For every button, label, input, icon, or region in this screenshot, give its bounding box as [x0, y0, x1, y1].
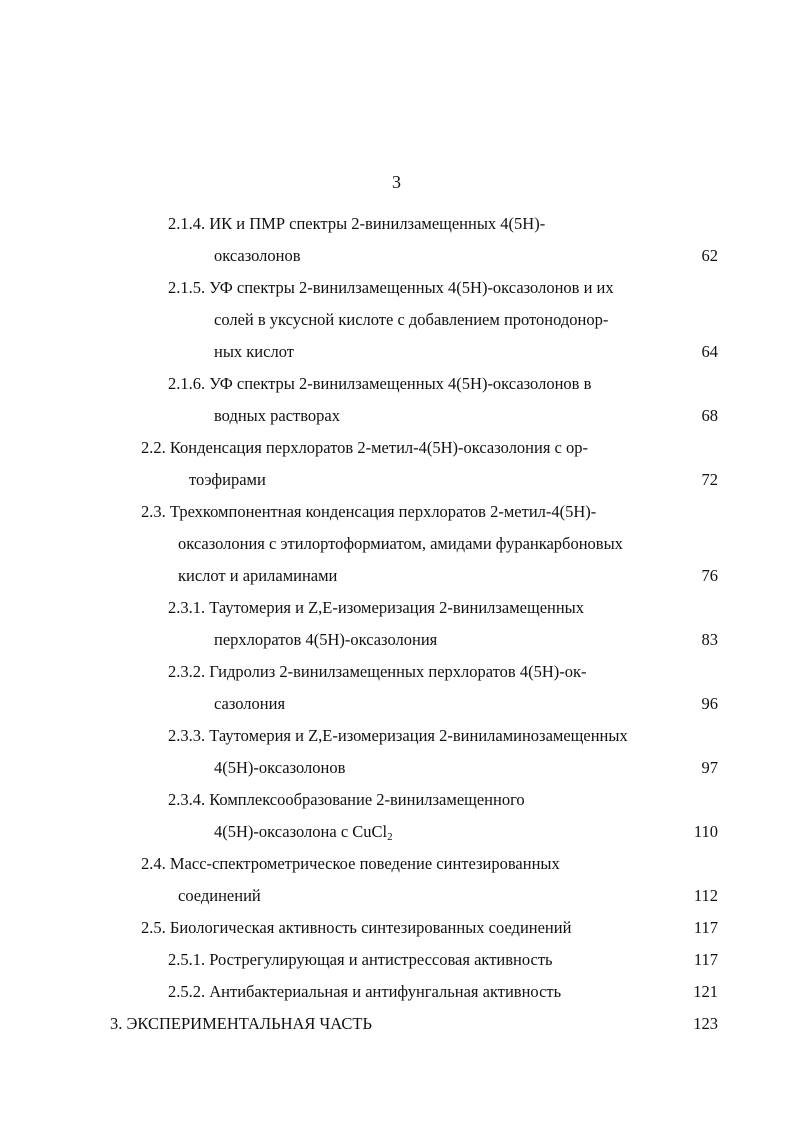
toc-entry-2-1-6-line-2: водных растворах: [214, 406, 340, 425]
toc-entry-2-3-4-page: 110: [693, 822, 718, 841]
toc-entry-2-3-line-3: кислот и ариламинами: [178, 566, 338, 585]
toc-entry-3-page: 123: [693, 1014, 718, 1033]
page-number: 3: [392, 172, 401, 192]
toc-entry-2-5-2-line-1: 2.5.2. Антибактериальная и антифунгальная активность: [168, 982, 562, 1001]
toc-entry-2-3-4-line-2-text: 4(5Н)-оксазолона с CuCl: [214, 822, 388, 841]
toc-entry-2-5-1-line-1: 2.5.1. Рострегулирующая и антистрессовая активность: [168, 950, 553, 969]
toc-entry-2-4-line-2: соединений: [178, 886, 261, 905]
toc-entry-2-5-2-page: 121: [693, 982, 718, 1001]
toc-entry-2-1-5-page: 64: [701, 342, 718, 361]
toc-entry-2-3-1-line-2: перхлоратов 4(5Н)-оксазолония: [214, 630, 438, 649]
toc-entry-2-3-2-page: 96: [701, 694, 718, 713]
toc-entry-2-1-4-line-2: оксазолонов: [214, 246, 301, 265]
toc-entry-2-2-line-2: тоэфирами: [189, 470, 266, 489]
toc-entry-2-3-4-line-1: 2.3.4. Комплексообразование 2-винилзамещенного: [168, 790, 525, 809]
toc-entry-2-1-5-line-1: 2.1.5. УФ спектры 2-винилзамещенных 4(5Н)-оксазолонов и их: [168, 278, 614, 297]
toc-entry-2-5-1-page: 117: [693, 950, 718, 969]
toc-entry-2-3-page: 76: [701, 566, 718, 585]
toc-entry-2-5-line-1: 2.5. Биологическая активность синтезированных соединений: [141, 918, 572, 937]
toc-entry-2-3-3-line-1: 2.3.3. Таутомерия и Z,E-изомеризация 2-виниламинозамещенных: [168, 726, 628, 745]
toc-entry-2-4-page: 112: [693, 886, 718, 905]
toc-entry-2-3-line-1: 2.3. Трехкомпонентная конденсация перхлоратов 2-метил-4(5Н)-: [141, 502, 597, 521]
toc-entry-2-3-1-line-1: 2.3.1. Таутомерия и Z,E-изомеризация 2-винилзамещенных: [168, 598, 585, 617]
toc-entry-2-2-page: 72: [701, 470, 718, 489]
toc-entry-2-3-2-line-2: сазолония: [214, 694, 286, 713]
toc-entry-2-1-4-line-1: 2.1.4. ИК и ПМР спектры 2-винилзамещенных 4(5Н)-: [168, 214, 546, 233]
subscript-2: 2: [387, 831, 393, 843]
toc-entry-3-line-1: 3. ЭКСПЕРИМЕНТАЛЬНАЯ ЧАСТЬ: [110, 1014, 372, 1033]
toc-entry-2-3-1-page: 83: [701, 630, 718, 649]
toc-entry-2-3-4-line-2: [214, 822, 393, 842]
toc-entry-2-1-6-line-1: 2.1.6. УФ спектры 2-винилзамещенных 4(5Н)-оксазолонов в: [168, 374, 592, 393]
toc-entry-2-3-2-line-1: 2.3.2. Гидролиз 2-винилзамещенных перхлоратов 4(5Н)-ок-: [168, 662, 587, 681]
toc-entry-2-5-page: 117: [693, 918, 718, 937]
toc-entry-2-2-line-1: 2.2. Конденсация перхлоратов 2-метил-4(5Н)-оксазолония с ор-: [141, 438, 588, 457]
toc-entry-2-1-6-page: 68: [701, 406, 718, 425]
toc-entry-2-4-line-1: 2.4. Масс-спектрометрическое поведение синтезированных: [141, 854, 560, 873]
toc-entry-2-1-5-line-3: ных кислот: [214, 342, 294, 361]
toc-entry-2-1-5-line-2: солей в уксусной кислоте с добавлением протонодонор-: [214, 310, 609, 329]
toc-entry-2-1-4-page: 62: [701, 246, 718, 265]
toc-entry-2-3-3-line-2: 4(5Н)-оксазолонов: [214, 758, 346, 777]
toc-entry-2-3-3-page: 97: [701, 758, 718, 777]
toc-entry-2-3-line-2: оксазолония с этилортоформиатом, амидами фуранкарбоновых: [178, 534, 623, 553]
